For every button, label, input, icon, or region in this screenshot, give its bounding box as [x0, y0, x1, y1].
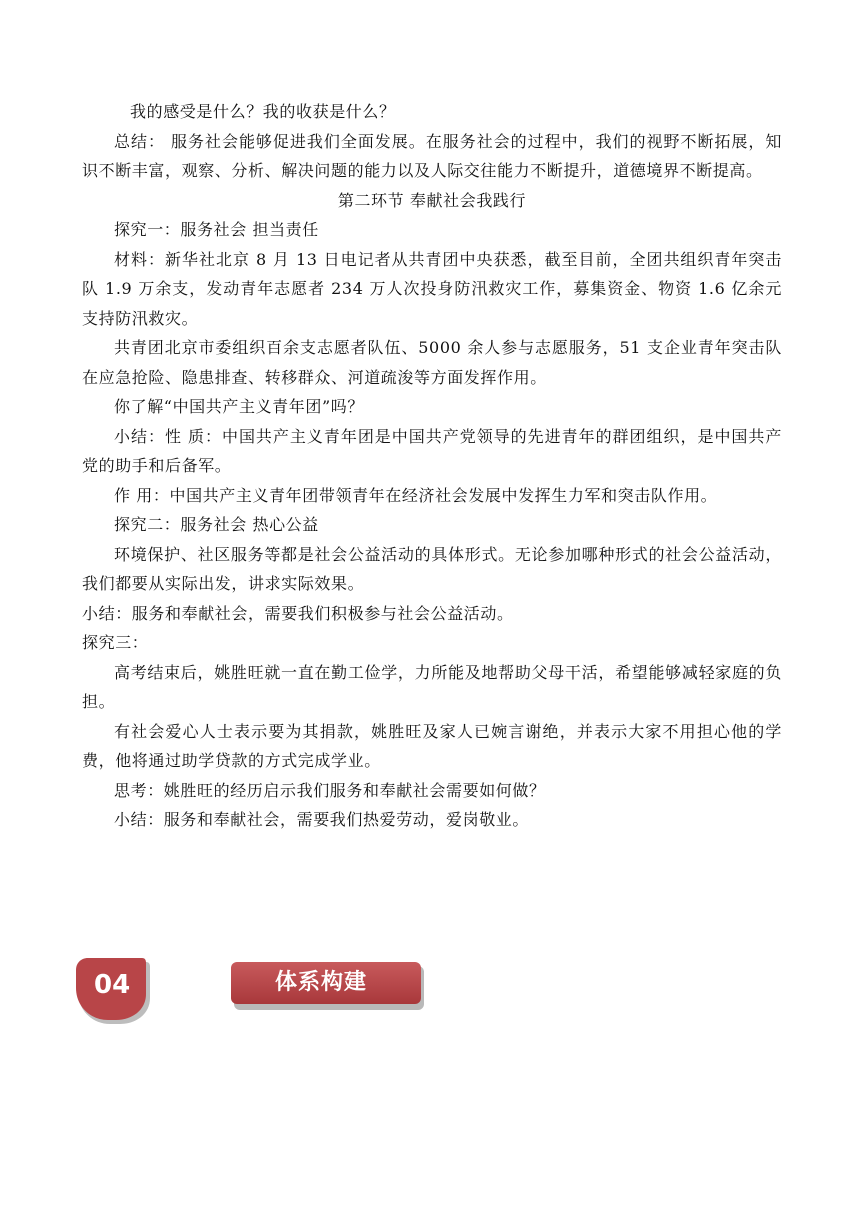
paragraph: 有社会爱心人士表示要为其捐款，姚胜旺及家人已婉言谢绝，并表示大家不用担心他的学费，他将通过助学贷款的方式完成学业。: [82, 721, 782, 770]
paragraph: 高考结束后，姚胜旺就一直在勤工俭学，力所能及地帮助父母干活，希望能够减轻家庭的负担。: [82, 662, 782, 711]
paragraph: 环境保护、社区服务等都是社会公益活动的具体形式。无论参加哪种形式的社会公益活动，我们都要从实际出发，讲求实际效果。: [82, 544, 782, 593]
section-title-bar: 体系构建: [231, 962, 421, 1004]
paragraph: 我的感受是什么？我的收获是什么？: [130, 102, 396, 121]
document-body: [82, 97, 782, 835]
paragraph: 小结：服务和奉献社会，需要我们热爱劳动，爱岗敬业。: [114, 810, 530, 829]
paragraph: 你了解“中国共产主义青年团”吗？: [114, 397, 364, 416]
paragraph: 总结： 服务社会能够促进我们全面发展。在服务社会的过程中，我们的视野不断拓展，知识不断丰富，观察、分析、解决问题的能力以及人际交往能力不断提升，道德境界不断提高。: [82, 131, 782, 180]
paragraph: 探究二：服务社会 热心公益: [114, 515, 319, 534]
paragraph: 共青团北京市委组织百余支志愿者队伍、5000 余人参与志愿服务，51 支企业青年突击队在应急抢险、隐患排查、转移群众、河道疏浚等方面发挥作用。: [82, 338, 782, 387]
paragraph: 材料：新华社北京 8 月 13 日电记者从共青团中央获悉，截至目前，全团共组织青年突击队 1.9 万余支，发动青年志愿者 234 万人次投身防汛救灾工作，募集资金、物资 1.6 亿余元支持防汛救灾。: [82, 249, 782, 328]
paragraph: 探究三：: [82, 633, 149, 652]
paragraph: 作 用：中国共产主义青年团带领青年在经济社会发展中发挥生力军和突击队作用。: [114, 485, 718, 505]
paragraph: 小结：性 质：中国共产主义青年团是中国共产党领导的先进青年的群团组织，是中国共产党的助手和后备军。: [82, 426, 782, 475]
section-header: [76, 958, 368, 1022]
section-number: 04: [94, 970, 131, 1000]
paragraph: 小结：服务和奉献社会，需要我们积极参与社会公益活动。: [82, 603, 514, 623]
paragraph: 思考：姚胜旺的经历启示我们服务和奉献社会需要如何做？: [114, 780, 546, 800]
paragraph: 探究一：服务社会 担当责任: [114, 220, 319, 239]
section-heading: 第二环节 奉献社会我践行: [337, 190, 527, 210]
